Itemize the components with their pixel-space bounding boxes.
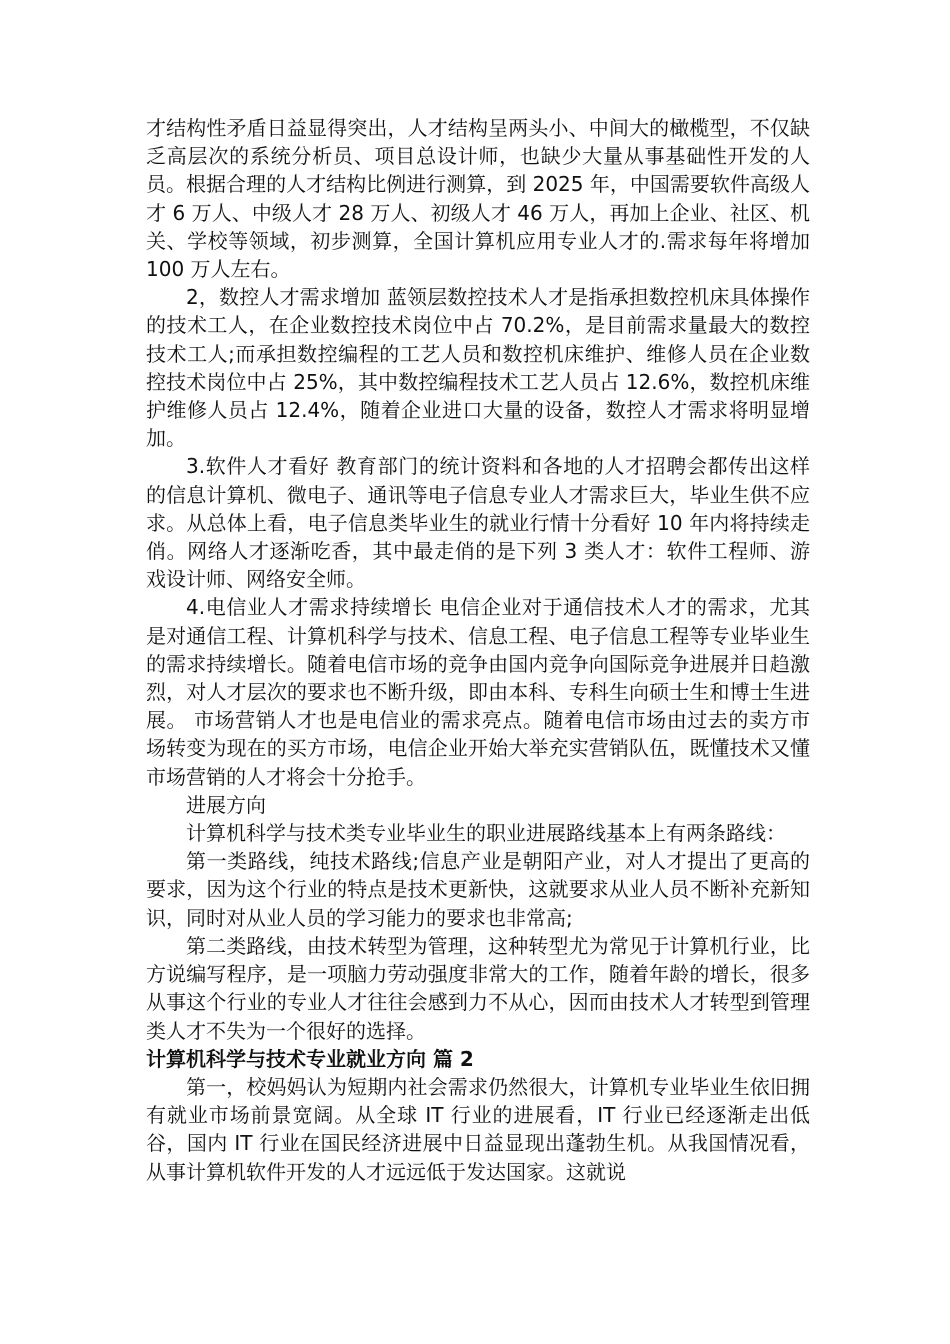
- paragraph-software-talent: 3.软件人才看好 教育部门的统计资料和各地的人才招聘会都传出这样的信息计算机、微电子、通讯等电子信息专业人才需求巨大，毕业生供不应求。从总体上看，电子信息类毕业生的就业行情十分看好 10 年内将持续走俏。网络人才逐渐吃香，其中最走俏的是下列 3 类人才：软件工程师、游戏设计师、网络安全师。: [146, 454, 810, 592]
- section-heading: 计算机科学与技术专业就业方向 篇 2: [146, 1046, 474, 1071]
- section-label-direction: 进展方向: [186, 792, 266, 817]
- paragraph-demand-outlook: 第一，校妈妈认为短期内社会需求仍然很大，计算机专业毕业生依旧拥有就业市场前景宽阔。从全球 IT 行业的进展看，IT 行业已经逐渐走出低谷，国内 IT 行业在国民经济进展中日益显现出蓬勃生机。从我国情况看，从事计算机软件开发的人才远远低于发达国家。这就说: [146, 1074, 810, 1184]
- paragraph-talent-structure: 才结构性矛盾日益显得突出，人才结构呈两头小、中间大的橄榄型，不仅缺乏高层次的系统分析员、项目总设计师，也缺少大量从事基础性开发的人员。根据合理的人才结构比例进行测算，到 2025 年，中国需要软件高级人才 6 万人、中级人才 28 万人、初级人才 46 万人，再加上企业、社区、机关、学校等领域，初步测算，全国计算机应用专业人才的.需求每年将增加 100 万人左右。: [146, 116, 810, 282]
- document-page: [146, 114, 810, 1186]
- paragraph-telecom-talent: 4.电信业人才需求持续增长 电信企业对于通信技术人才的需求，尤其是对通信工程、计算机科学与技术、信息工程、电子信息工程等专业毕业生的需求持续增长。随着电信市场的竞争由国内竞争向国际竞争进展并日趋激烈，对人才层次的要求也不断升级，即由本科、专科生向硕士生和博士生进展。 市场营销人才也是电信业的需求亮点。随着电信市场由过去的卖方市场转变为现在的买方市场，电信企业开始大举充实营销队伍，既懂技术又懂市场营销的人才将会十分抢手。: [146, 595, 810, 789]
- paragraph-path-one: 第一类路线，纯技术路线;信息产业是朝阳产业，对人才提出了更高的要求，因为这个行业的特点是技术更新快，这就要求从业人员不断补充新知识，同时对从业人员的学习能力的要求也非常高;: [146, 849, 810, 930]
- paragraph-career-paths-intro: 计算机科学与技术类专业毕业生的职业进展路线基本上有两条路线：: [186, 821, 786, 846]
- paragraph-cnc-talent: 2，数控人才需求增加 蓝领层数控技术人才是指承担数控机床具体操作的技术工人，在企业数控技术岗位中占 70.2%，是目前需求量最大的数控技术工人;而承担数控编程的工艺人员和数控机床维护、维修人员在企业数控技术岗位中占 25%，其中数控编程技术工艺人员占 12.6%，数控机床维护维修人员占 12.4%，随着企业进口大量的设备，数控人才需求将明显增加。: [146, 285, 810, 451]
- paragraph-path-two: 第二类路线，由技术转型为管理，这种转型尤为常见于计算机行业，比方说编写程序，是一项脑力劳动强度非常大的工作，随着年龄的增长，很多从事这个行业的专业人才往往会感到力不从心，因而由技术人才转型到管理类人才不失为一个很好的选择。: [146, 933, 810, 1043]
